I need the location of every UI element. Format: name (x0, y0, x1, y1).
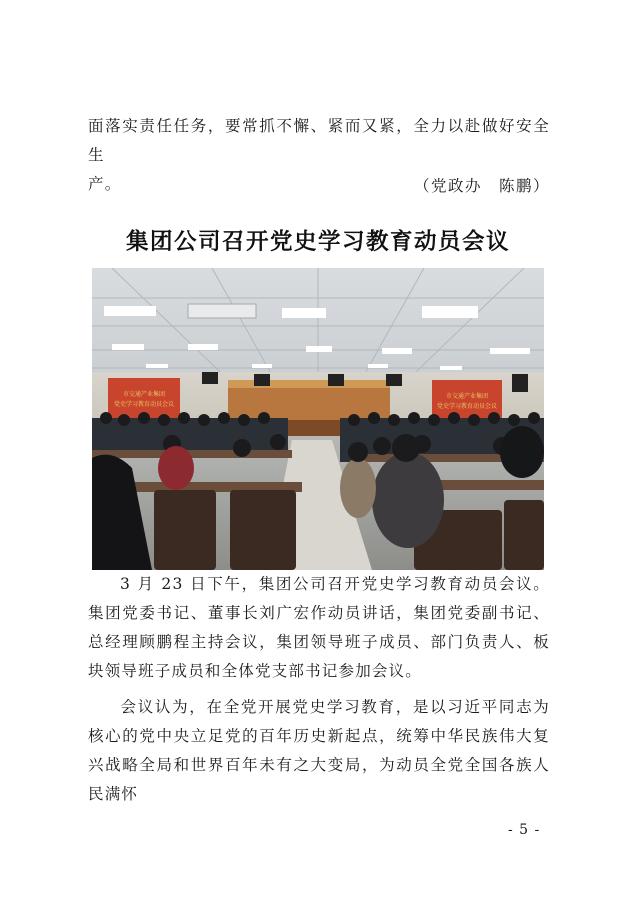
page-number: - 5 - (508, 822, 541, 838)
article-paragraph-1 (88, 570, 550, 686)
meeting-photo (92, 268, 544, 570)
author-signature: （党政办 陈鹏） (413, 177, 550, 195)
text-line: 产。 (88, 175, 122, 193)
paragraph-text: 会议认为，在全党开展党史学习教育，是以习近平同志为核心的党中央立足党的百年历史新起点，统筹中华民族伟大复兴战略全局和世界百年未有之大变局，为动员全党全国各族人民满怀 (88, 698, 550, 803)
svg-text:市交通产业集团: 市交通产业集团 (122, 391, 166, 398)
svg-text:党史学习教育动员会议: 党史学习教育动员会议 (436, 403, 498, 410)
article-paragraph-2 (88, 693, 550, 809)
article-title: 集团公司召开党史学习教育动员会议 (125, 229, 510, 255)
svg-text:党史学习教育动员会议: 党史学习教育动员会议 (113, 401, 175, 408)
svg-text:市交通产业集团: 市交通产业集团 (445, 393, 489, 400)
text-line: 面落实责任任务，要常抓不懈、紧而又紧，全力以赴做好安全生 (88, 117, 550, 164)
paragraph-text: 3 月 23 日下午，集团公司召开党史学习教育动员会议。集团党委书记、董事长刘广宏作动员讲话，集团党委副书记、总经理顾鹏程主持会议，集团领导班子成员、部门负责人、板块领导班子成员和全体党支部书记参加会议。 (88, 575, 550, 680)
